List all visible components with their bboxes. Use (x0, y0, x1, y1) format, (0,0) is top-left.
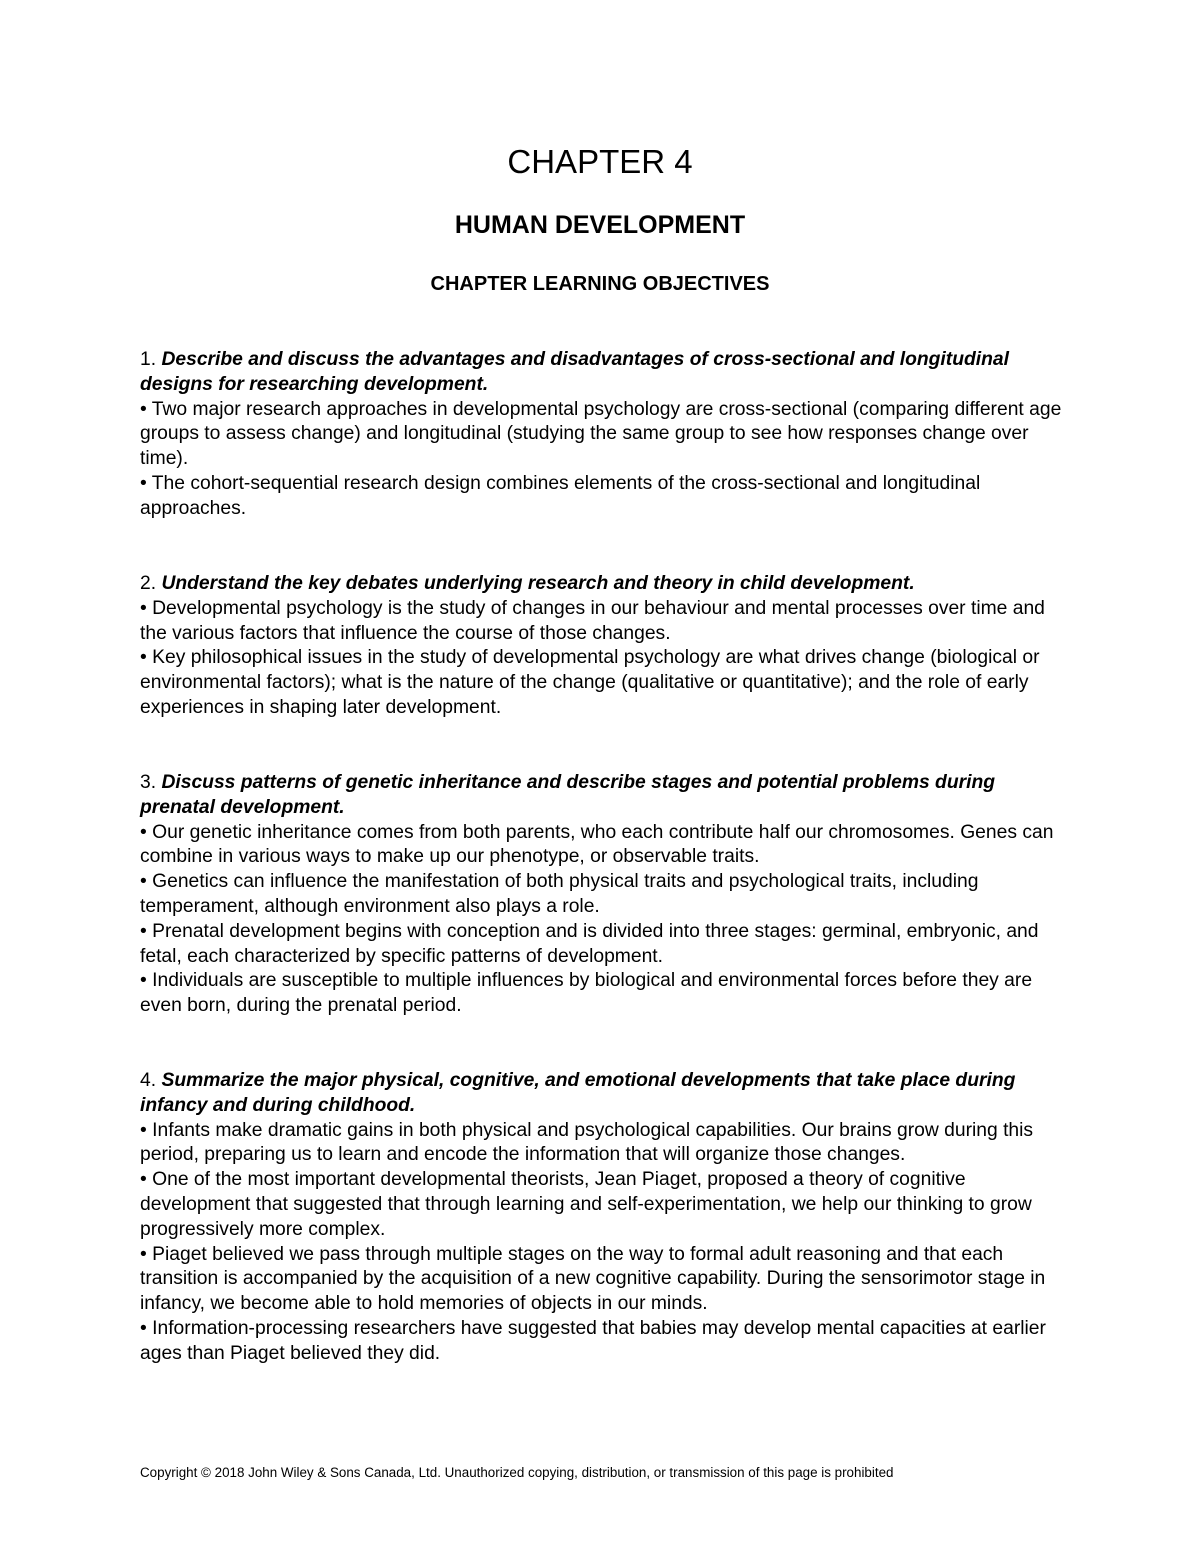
objective-bullet: • Key philosophical issues in the study of developmental psychology are what drives change (biological or environmental factors); what is the nature of the change (qualitative or quantitative); and the role of early experiences in shaping later development. (140, 647, 1040, 718)
objective-bullet: • Prenatal development begins with conception and is divided into three stages: germinal, embryonic, and fetal, each characterized by specific patterns of development. (140, 920, 1039, 967)
objective-bullet: • Our genetic inheritance comes from both parents, who each contribute half our chromosomes. Genes can combine in various ways to make up our phenotype, or observable traits. (140, 821, 1054, 868)
objective-3 (140, 771, 1065, 1019)
objective-bullet: • Information-processing researchers have suggested that babies may develop mental capacities at earlier ages than Piaget believed they did. (140, 1317, 1046, 1364)
objective-bullet: • Genetics can influence the manifestation of both physical traits and psychological traits, including temperament, although environment also plays a role. (140, 871, 979, 917)
objective-heading (140, 572, 1065, 597)
objective-4 (140, 1069, 1065, 1367)
objective-heading (140, 1069, 1065, 1119)
objective-bullet: • The cohort-sequential research design combines elements of the cross-sectional and longitudinal approaches. (140, 472, 981, 519)
objective-bullet: • Piaget believed we pass through multiple stages on the way to formal adult reasoning and that each transition is accompanied by the acquisition of a new cognitive capability. During the sensorimotor stage in infancy, we become able to hold memories of objects in our minds. (140, 1243, 1046, 1315)
chapter-title: CHAPTER 4 (507, 143, 693, 180)
objective-bullet: • Infants make dramatic gains in both physical and psychological capabilities. Our brains grow during this period, preparing us to learn and encode the information that will organize those changes. (140, 1119, 1034, 1166)
objective-bullet: • Two major research approaches in developmental psychology are cross-sectional (comparing different age groups to assess change) and longitudinal (studying the same group to see how responses change over time). (140, 398, 1062, 470)
objective-heading-text: Discuss patterns of genetic inheritance and describe stages and potential problems during prenatal development. (140, 772, 996, 818)
objectives-section-title: CHAPTER LEARNING OBJECTIVES (430, 273, 770, 295)
objective-heading-text: Understand the key debates underlying research and theory in child development. (161, 573, 915, 594)
objective-number: 1. (140, 349, 157, 370)
objective-number: 3. (140, 772, 157, 793)
objective-number: 2. (140, 573, 157, 594)
objective-bullet: • Individuals are susceptible to multiple influences by biological and environmental forces before they are even born, during the prenatal period. (140, 970, 1033, 1017)
objective-bullet: • Developmental psychology is the study of changes in our behaviour and mental processes over time and the various factors that influence the course of those changes. (140, 597, 1045, 644)
chapter-subtitle: HUMAN DEVELOPMENT (454, 211, 746, 239)
objective-heading (140, 348, 1065, 398)
objective-bullet: • One of the most important developmental theorists, Jean Piaget, proposed a theory of cognitive development that suggested that through learning and self-experimentation, we help our thinking to grow progressively more complex. (140, 1169, 1032, 1240)
objective-number: 4. (140, 1070, 157, 1091)
objective-heading-text: Summarize the major physical, cognitive, and emotional developments that take place during infancy and during childhood. (140, 1070, 1016, 1116)
objective-heading-text: Describe and discuss the advantages and disadvantages of cross-sectional and longitudinal designs for researching development. (140, 349, 1009, 395)
objective-2 (140, 572, 1065, 721)
copyright-footer: Copyright © 2018 John Wiley & Sons Canada, Ltd. Unauthorized copying, distribution, or transmission of this page is prohibited (140, 1465, 894, 1480)
objective-1 (140, 348, 1065, 522)
objective-heading (140, 771, 1065, 821)
